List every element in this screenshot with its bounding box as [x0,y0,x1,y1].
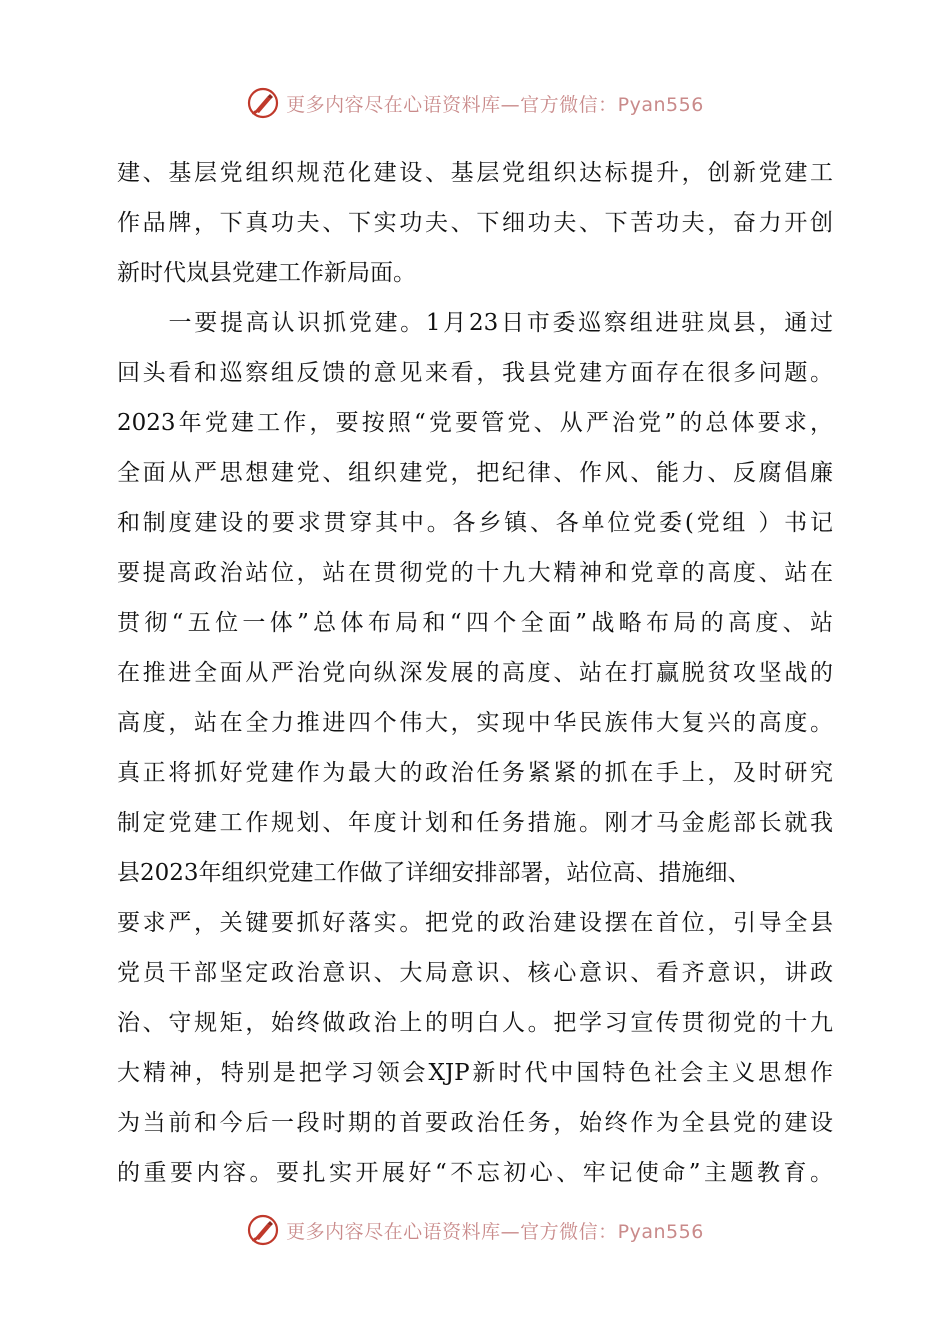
text-line: 要提高政治站位，站在贯彻党的十九大精神和党章的高度、站在 [117,560,833,586]
text-line: 制定党建工作规划、年度计划和任务措施。刚才马金彪部长就我 [117,810,833,836]
text-line: 和制度建设的要求贯穿其中。各乡镇、各单位党委(党组 ）书记 [117,510,833,536]
text-line: 全面从严思想建党、组织建党，把纪律、作风、能力、反腐倡廉 [117,460,833,486]
text-line: 高度，站在全力推进四个伟大，实现中华民族伟大复兴的高度。 [117,710,833,736]
text-line: 新时代岚县党建工作新局面。 [117,260,416,286]
text-line: 大精神，特别是把学习领会XJP新时代中国特色社会主义思想作 [117,1060,833,1086]
text-line: 贯彻“五位一体”总体布局和“四个全面”战略布局的高度、站 [117,610,833,636]
footer-watermark-text: 更多内容尽在心语资料库—官方微信：Pyan556 [286,1220,704,1243]
header-watermark [0,83,950,123]
text-line: 作品牌，下真功夫、下实功夫、下细功夫、下苦功夫，奋力开创 [117,210,833,236]
pen-nib-icon [246,1213,280,1247]
header-watermark-text: 更多内容尽在心语资料库—官方微信：Pyan556 [286,93,704,116]
text-line: 要求严，关键要抓好落实。把党的政治建设摆在首位，引导全县 [117,910,833,936]
text-line: 回头看和巡察组反馈的意见来看，我县党建方面存在很多问题。 [117,360,833,386]
text-line: 2023年党建工作，要按照“党要管党、从严治党”的总体要求， [117,410,833,436]
text-line: 建、基层党组织规范化建设、基层党组织达标提升，创新党建工 [117,160,833,186]
text-line: 一要提高认识抓党建。1月23日市委巡察组进驻岚县，通过 [117,310,833,336]
text-line: 党员干部坚定政治意识、大局意识、核心意识、看齐意识，讲政 [117,960,833,986]
text-line: 的重要内容。要扎实开展好“不忘初心、牢记使命”主题教育。 [117,1160,833,1186]
footer-watermark [0,1210,950,1250]
document-body [117,148,833,1198]
text-line: 在推进全面从严治党向纵深发展的高度、站在打赢脱贫攻坚战的 [117,660,833,686]
text-line: 为当前和今后一段时期的首要政治任务，始终作为全县党的建设 [117,1110,833,1136]
text-line: 真正将抓好党建作为最大的政治任务紧紧的抓在手上，及时研究 [117,760,833,786]
text-line: 治、守规矩，始终做政治上的明白人。把学习宣传贯彻党的十九 [117,1010,833,1036]
pen-nib-icon [246,86,280,120]
text-line: 县2023年组织党建工作做了详细安排部署，站位高、措施细、 [117,860,751,886]
